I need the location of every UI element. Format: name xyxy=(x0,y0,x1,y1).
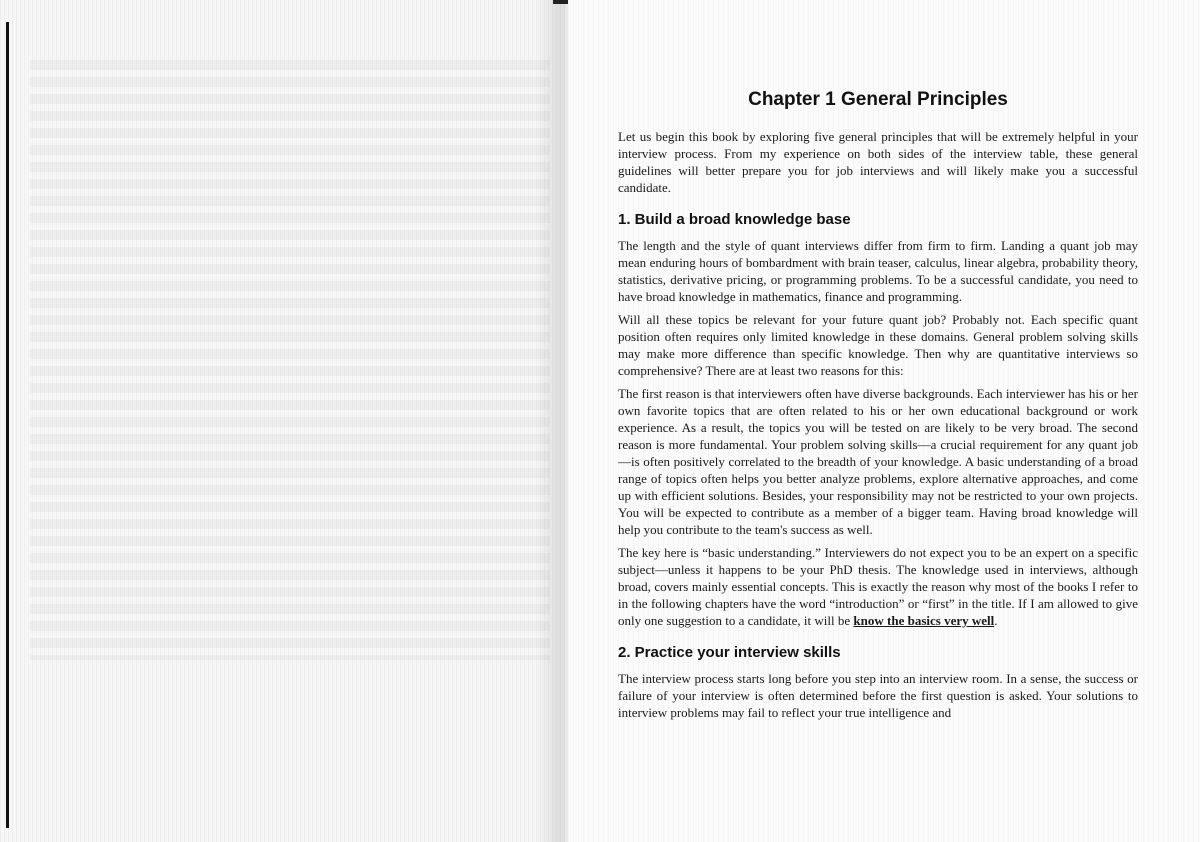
paragraph-4-text: The key here is “basic understanding.” Interviewers do not expect you to be an expert on a specific subject—unless it happens to be your PhD thesis. The knowledge used in interviews, although broad, covers mainly essential concepts. This is exactly the reason why most of the books I refer to in the following chapters have the word “introduction” or “first” in the title. If I am allowed to give only one suggestion to a candidate, it will be xyxy=(618,545,1138,628)
gutter-mark xyxy=(553,0,569,4)
section1-paragraph-4 xyxy=(618,544,1138,629)
section-heading-2: 2. Practice your interview skills xyxy=(618,644,841,661)
left-page-blank xyxy=(0,0,565,842)
section-heading-1: 1. Build a broad knowledge base xyxy=(618,211,851,228)
section2-paragraph-1: The interview process starts long before you step into an interview room. In a sense, the success or failure of your interview is often determined before the first question is asked. Your solutions to interview problems may fail to reflect your true intelligence and xyxy=(618,671,1138,720)
bleed-through-text xyxy=(30,60,550,660)
section1-paragraph-2: Will all these topics be relevant for your future quant job? Probably not. Each specific quant position often requires only limited knowledge in these domains. General problem solving skills may make more difference than specific knowledge. Then why are quantitative interviews so comprehensive? There are at least two reasons for this: xyxy=(618,312,1138,378)
right-page xyxy=(568,0,1200,842)
chapter-title: Chapter 1 General Principles xyxy=(748,89,1008,110)
intro-paragraph: Let us begin this book by exploring five general principles that will be extremely helpful in your interview process. From my experience on both sides of the interview table, these general guidelines will better prepare you for job interviews and will likely make you a successful candidate. xyxy=(618,129,1138,195)
emphasis-text: know the basics very well xyxy=(853,613,995,628)
scan-edge-bar xyxy=(6,22,9,828)
section1-paragraph-1: The length and the style of quant interviews differ from firm to firm. Landing a quant job may mean enduring hours of bombardment with brain teaser, calculus, linear algebra, probability theory, statistics, derivative pricing, or programming problems. To be a successful candidate, you need to have broad knowledge in mathematics, finance and programming. xyxy=(618,238,1138,304)
paragraph-4-end: . xyxy=(994,613,998,628)
page-content xyxy=(618,88,1138,727)
section1-paragraph-3: The first reason is that interviewers often have diverse backgrounds. Each interviewer has his or her own favorite topics that are often related to his or her own educational background or work experience. As a result, the topics you will be tested on are likely to be very broad. The second reason is more fundamental. Your problem solving skills—a crucial requirement for any quant job—is often positively correlated to the breadth of your knowledge. A basic understanding of a broad range of topics often helps you better analyze problems, explore alternative approaches, and come up with efficient solutions. Besides, your responsibility may not be restricted to your own projects. You will be expected to contribute as a member of a bigger team. Having broad knowledge will help you contribute to the team's success as well. xyxy=(618,386,1138,537)
